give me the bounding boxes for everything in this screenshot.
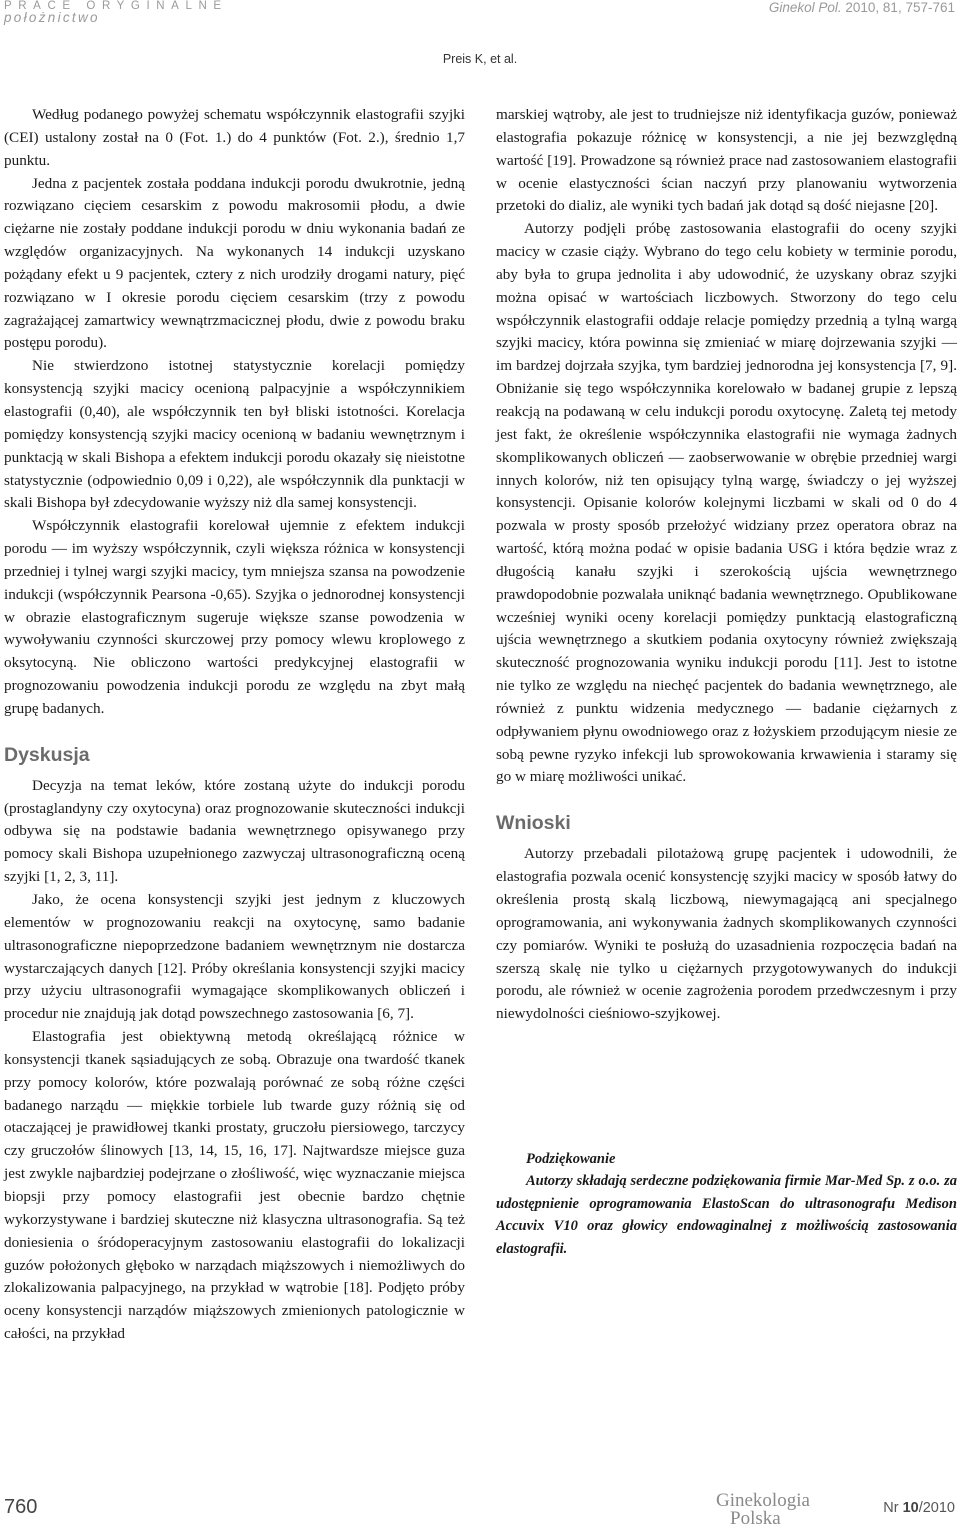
discussion-paragraph: Decyzja na temat leków, które zostaną użyte do indukcji porodu (prostaglandyny czy oxytocyna) oraz prognozowanie skuteczności indukcji odbywa się na podstawie badania wewnętrznego opisywanego przy pomocy skali Bishopa uzupełnionego zazwyczaj ultrasonograficzną oceną szyjki [1, 2, 3, 11]. bbox=[4, 776, 465, 886]
acknowledgement-text: Autorzy składają serdeczne podziękowania firmie Mar-Med Sp. z o.o. za udostępnienie oprogramowania ElastoScan do ultrasonografu Medison Accuvix V10 oraz głowicy endowaginalnej z możliwością zastosowania elastografii. bbox=[496, 1173, 957, 1257]
discussion-paragraph: Elastografia jest obiektywną metodą określającą różnice w konsystencji tkanek sąsiadujących ze sobą. Obrazuje ona twardość tkanek przy pomocy kolorów, które pozwalają porównać ze sobą różne części badanego narządu — miękkie torbiele lub twarde guzy różnią się od otaczającej je prawidłowej tkanki prostaty, gruczołu piersiowego, tarczycy czy gruczołów ślinowych [13, 14, 15, 16, 17]. Najtwardsze miejsce guza jest zwykle najbardziej podejrzane o złośliwość, więc wyznaczanie miejsca biopsji przy pomocy elastografii jest obecnie bardzo chętnie wykorzystywane i bardziej skuteczne niż klasyczna ultrasonografia. Są też doniesienia o śródoperacyjnym zastosowaniu elastografii do lokalizacji guzów położonych głęboko w narządach miąższowych i niemożliwych do zlokalizowania palpacyjnego, na przykład w wątrobie [18]. Podjęto próby oceny konsystencji narządów miąższowych zmienionych patologicznie w całości, na przykład bbox=[4, 1028, 465, 1343]
left-column bbox=[4, 104, 465, 1346]
right-column bbox=[496, 104, 957, 1260]
section-subtitle: położnictwo bbox=[4, 10, 100, 25]
acknowledgement-title: Podziękowanie bbox=[526, 1151, 616, 1168]
conclusions-paragraph: Autorzy przebadali pilotażową grupę pacjentek i udowodnili, że elastografia pozwala ocenić konsystencję szyjki macicy w sposób łatwy do określenia prostą skalą liczbową, niewymagającą ani specjalnego oprogramowania, ani wykonywania żadnych skomplikowanych czynności czy pomiarów. Wyniki te posłużą do uzasadnienia rozpoczęcia badań na szerszą skalę nie tylko u ciężarnych przygotowywanych do indukcji porodu, ale również w ocenie zagrożenia porodem przedwczesnym i przy niewydolności cieśniowo-szyjkowej. bbox=[496, 845, 957, 1023]
issue-prefix: Nr bbox=[883, 1500, 899, 1516]
running-authors: Preis K, et al. bbox=[442, 52, 518, 66]
results-paragraph: Jedna z pacjentek została poddana indukcji porodu dwukrotnie, jedną rozwiązano cięciem cesarskim z powodu makrosomii płodu, a dwie ciężarne nie zostały poddane indukcji porodu w dniu wykonania badań ze względów organizacyjnych. Na wykonanych 14 indukcji uzyskano pożądany efekt u 9 pacjentek, cztery z nich urodziły drogami natury, pięć rozwiązano w I okresie porodu cięciem cesarskim (trzy z powodu zagrażającej zamartwicy wewnątrzmacicznej płodu, dwie z powodu braku postępu porodu). bbox=[4, 174, 465, 352]
journal-logo bbox=[716, 1490, 834, 1526]
journal-volume: 2010, 81, 757-761 bbox=[845, 0, 955, 15]
results-paragraph: Nie stwierdzono istotnej statystycznie korelacji pomiędzy konsystencją szyjki macicy ocenioną palpacyjnie a współczynnikiem elastografii (0,40), ale współczynnik ten był bliski istotności. Korelacja pomiędzy konsystencją szyjki macicy ocenioną w badaniu wewnętrznym i punktacją w skali Bishopa a efektem indukcji porodu okazały się nieistotne statystycznie (odpowiednio 0,09 i 0,22), ale współczynnik dla punktacji w skali Bishopa był zdecydowanie wyższy niż dla samej konsystencji. bbox=[4, 357, 465, 512]
page-number: 760 bbox=[4, 1496, 38, 1518]
section-label: PRACE ORYGINALNE bbox=[4, 0, 228, 12]
conclusions-heading: Wnioski bbox=[496, 812, 571, 835]
issue-number bbox=[883, 1499, 955, 1517]
discussion-continued-paragraph: marskiej wątroby, ale jest to trudniejsze niż identyfikacja guzów, ponieważ elastografia pokazuje różnicę w konsystencji, a nie jej bezwzględną wartość [19]. Prowadzone są również prace nad zastosowaniem elastografii w ocenie elastyczności ścian naczyń przy planowaniu wytworzenia przetoki do dializ, ale wyniki tych badań jak dotąd są dość niejasne [20]. bbox=[496, 106, 957, 215]
discussion-heading: Dyskusja bbox=[4, 743, 90, 766]
journal-name: Ginekol Pol. bbox=[768, 0, 842, 15]
journal-reference bbox=[769, 0, 955, 16]
discussion-paragraph: Autorzy podjęli próbę zastosowania elastografii do oceny szyjki macicy w czasie ciąży. Wybrano do tego celu kobiety w terminie porodu, aby była to grupa jednolita i aby udowodnić, że uzyskany obraz szyjki można opisać w wartościach liczbowych. Stworzony do tego celu współczynnik elastografii oddaje relacje pomiędzy przednią a tylną wargą szyjki macicy, która powinna się zmieniać w miarę dojrzewania szyjki — im bardzej dojrzała szyjka, tym bardziej jednorodna jej konsystencja [7, 9]. Obniżanie się tego współczynnika korelowało w badanej grupie z lepszą reakcją na podawaną w celu indukcji porodu oxytocynę. Zaletą tej metody jest fakt, że określenie współczynnika elastografii nie wymaga żadnych skomplikowanych obliczeń — zaobserwowanie w obrębie przedniej wargi innych kolorów, niż ten opisujący tylną wargę, świadczy o jej wyższej konsystencji. Opisanie kolorów kolejnymi liczbami w skali od 0 do 4 pozwala w prosty sposób przełożyć widziany przez operatora obraz na wartość, którą można podać w opisie badania USG i która będzie wraz z długością kanału szyjki i szerokością ujścia wewnętrznego prawdopodobnie pozwalała uniknąć badania wewnętrznego. Opublikowane wcześniej wyniki oceny korelacji pomiędzy punktacją elastograficzną ujścia wewnętrznego a skutkiem podania oxytocyny również zwiększają skuteczność prognozowania wyniku indukcji porodu [11]. Jest to istotne nie tylko ze względu na niechęć pacjentek do badania wewnętrznego, ale również z punktu widzenia medycznego — badanie ciężarnych z odpływaniem płynu owodniowego oraz z łożyskiem przodującym niesie ze sobą pewne ryzyko infekcji lub sprowokowania krwawienia i staramy się go w miarę możliwości unikać. bbox=[496, 220, 957, 786]
issue-num: 10 bbox=[902, 1500, 919, 1516]
issue-year: /2010 bbox=[918, 1500, 955, 1516]
logo-text-line2: Polska bbox=[730, 1508, 781, 1526]
results-paragraph: Według podanego powyżej schematu współczynnik elastografii szyjki (CEI) ustalony został na 0 (Fot. 1.) do 4 punktów (Fot. 2.), średnio 1,7 punktu. bbox=[4, 106, 465, 169]
results-paragraph: Współczynnik elastografii korelował ujemnie z efektem indukcji porodu — im wyższy współczynnik, czyli większa różnica w konsystencji przedniej i tylnej wargi szyjki macicy, tym mniejsza szansa na powodzenie indukcji (współczynnik Pearsona -0,65). Szyjka o jednorodnej konsystencji w obrazie elastograficznym sugeruje większe szanse powodzenia w wywoływaniu czynności skurczowej przy pomocy wlewu kroplowego z oksytocyną. Nie obliczono wartości predykcyjnej elastografii w prognozowaniu powodzenia indukcji porodu ze względu na zbyt małą grupę badanych. bbox=[4, 517, 465, 717]
discussion-paragraph: Jako, że ocena konsystencji szyjki jest jednym z kluczowych elementów w prognozowaniu reakcji na oxytocynę, samo badanie ultrasonograficzne niepoprzedzone badaniem wewnętrznym nie dostarcza wystarczających danych [12]. Próby określania konsystencji szyjki macicy przy użyciu ultrasonografii wymagające skomplikowanych obliczeń i procedur nie znajdują jak dotąd powszechnego zastosowania [6, 7]. bbox=[4, 891, 465, 1023]
logo-text-line1: Ginekologia bbox=[716, 1490, 810, 1511]
